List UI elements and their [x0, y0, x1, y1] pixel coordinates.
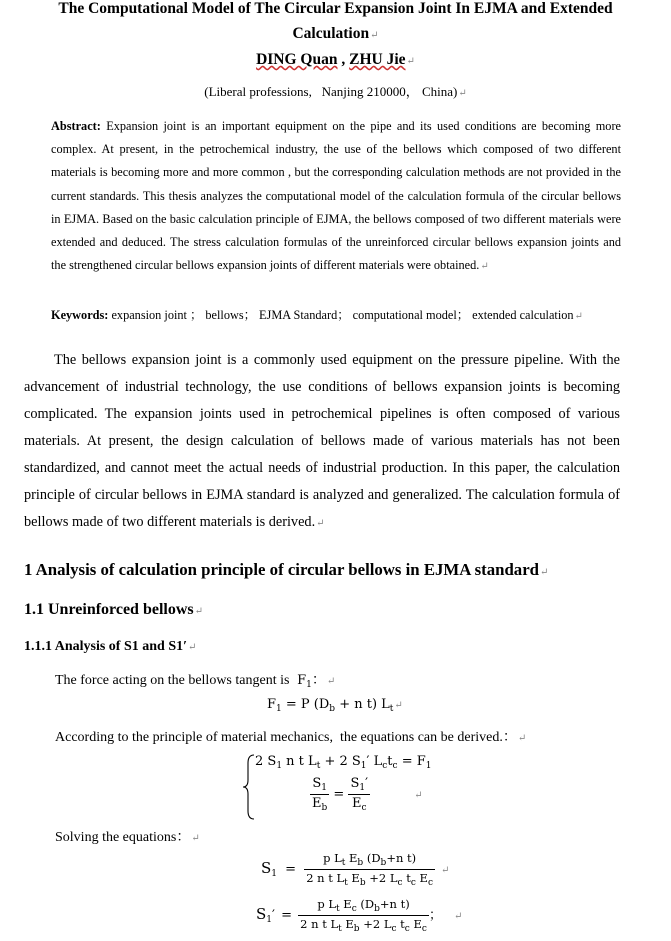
fraction-s1: $\frac{p L_t E_b (D_b+n t)}{2 n t L_t E_b +2 L_c t_c E_c}$: [306, 851, 433, 888]
author-1: DING Quan: [256, 51, 338, 68]
authors: DING Quan , ZHU Jie↵: [256, 51, 415, 68]
introduction-paragraph: The bellows expansion joint is a commonly used equipment on the pressure pipeline. With the advancement of industrial technology, the use conditions of bellows expansion joints is becoming complicated. The expansion joints used in petrochemical pipelines is often composed of various materials. At present, the design calculation of bellows made of various materials has not been standardized, and cannot meet the actual needs of industrial production. In this paper, the calculation principle of circular bellows in EJMA standard is analyzed and generalized. The calculation formula of bellows made of two different materials is derived.↵: [24, 352, 620, 530]
keywords-label: Keywords:: [51, 308, 109, 322]
fraction-s1-prime: $\frac{p L_t E_c (D_b+n t)}{2 n t L_t E_b +2 L_c t_c E_c}$: [300, 897, 427, 934]
keywords: Keywords: expansion joint ； bellows； EJMA Standard； computational model； extended calculation↵: [51, 308, 583, 322]
section-heading-1-1-1: 1.1.1 Analysis of S1 and S1′↵: [24, 639, 197, 654]
fraction-s1prime-over-ec: $\frac{S_1'}{E_c}$: [350, 776, 369, 813]
equation-system-row-1: 2 $S_1$ n t $L_t + 2$ $S_1'$ $L_ct_c = F_1$: [255, 754, 432, 771]
paper-title-line-2: Calculation↵: [292, 25, 379, 42]
abstract-label: Abstract:: [51, 119, 101, 133]
force-paragraph: The force acting on the bellows tangent is $F_1$：↵: [55, 673, 336, 690]
equation-force: $F_1 = P$ ($D_b + n$ t) $L_t↵$: [267, 697, 403, 714]
equation-s1-prime: $S_1'$ = $\frac{p L_t E_c (D_b+n t)}{2 n t L_t E_b +2 L_c t_c E_c}$ ； ↵: [256, 897, 463, 934]
abstract-text: Expansion joint is an important equipment on the pipe and its used conditions are becoming more complex. At present, in the petrochemical industry, the use of the bellows which composed of two different materials is becoming more and more common , but the corresponding calculation methods are not provided in the current standards. This thesis analyzes the computational model of the calculation formula of the circular bellows in EJMA. Based on the basic calculation principle of EJMA, the bellows composed of two different materials were extended and deduced. The stress calculation formulas of the unreinforced circular bellows expansion joints and the strengthened circular bellows expansion joints of different materials were obtained.: [51, 119, 621, 273]
keywords-text: expansion joint ； bellows； EJMA Standard； computational model； extended calculation: [111, 308, 574, 322]
equation-system-row-2: $\frac{S_1}{E_b}$ = $\frac{S_1'}{E_c}$ ↵: [312, 776, 423, 813]
solving-paragraph: Solving the equations：↵: [55, 830, 200, 845]
equation-s1: $S_1$ = $\frac{p L_t E_b (D_b+n t)}{2 n t L_t E_b +2 L_c t_c E_c}$ ↵: [261, 851, 450, 888]
paper-title-line-1: The Computational Model of The Circular Expansion Joint In EJMA and Extended: [58, 0, 613, 17]
fraction-s1-over-eb: $\frac{S_1}{E_b}$: [312, 776, 328, 813]
section-heading-1: 1 Analysis of calculation principle of circular bellows in EJMA standard↵: [24, 560, 549, 579]
section-heading-1-1: 1.1 Unreinforced bellows↵: [24, 601, 204, 618]
left-brace-icon: [242, 754, 256, 820]
affiliation: (Liberal professions, Nanjing 210000， China)↵: [204, 84, 467, 99]
author-2: ZHU Jie: [349, 51, 406, 68]
mechanics-paragraph: According to the principle of material mechanics, the equations can be derived.：↵: [55, 730, 527, 745]
abstract: Abstract: Expansion joint is an important equipment on the pipe and its used conditions are becoming more complex. At present, in the petrochemical industry, the use of the bellows which composed of two different materials is becoming more and more common , but the corresponding calculation methods are not provided in the current standards. This thesis analyzes the computational model of the calculation formula of the circular bellows in EJMA. Based on the basic calculation principle of EJMA, the bellows composed of two different materials were extended and deduced. The stress calculation formulas of the unreinforced circular bellows expansion joints and the strengthened circular bellows expansion joints of different materials were obtained.↵: [51, 119, 621, 273]
